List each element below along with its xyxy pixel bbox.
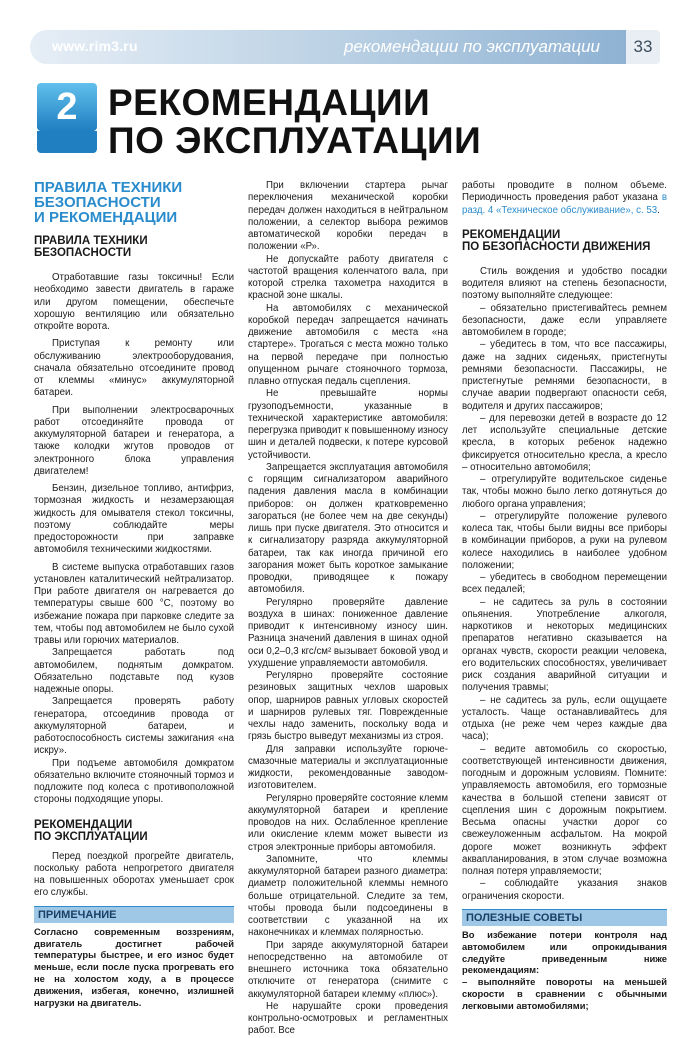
- note-header: ПРИМЕЧАНИЕ: [34, 907, 234, 923]
- list-item: – не садитесь за руль, если ощущаете усталость. Чаще останавливайтесь для отдыха (не реже чем через каждые два часа);: [462, 694, 667, 743]
- paragraph: Бензин, дизельное топливо, антифриз, тормозная жидкость и незамерзающая жидкость для омывателя стекол токсичны, поэтому соблюдайте меры предосторожности при заправке автомобиля техническими жидкостями.: [34, 483, 234, 556]
- subheading-line1: РЕКОМЕНДАЦИИ: [462, 228, 561, 241]
- site-url[interactable]: www.rim3.ru: [52, 38, 138, 54]
- column-1: [34, 180, 234, 1008]
- section-title-line3: И РЕКОМЕНДАЦИИ: [34, 209, 178, 226]
- chapter-number-badge: 2: [37, 83, 97, 131]
- paragraph: На автомобилях с механической коробкой передач запрещается начинать движение автомобиля с места «на стартере». Трогаться с места можно только на первой передаче при полностью опущенном рычаге стояночного тормоза, плавно отпуская педаль сцепления.: [248, 302, 448, 387]
- subheading-line2: ПО БЕЗОПАСНОСТИ ДВИЖЕНИЯ: [462, 240, 651, 253]
- column-3: [462, 180, 667, 1012]
- subheading-driving-safety: [462, 229, 667, 253]
- paragraph: Регулярно проверяйте состояние клемм аккумуляторной батареи и крепление проводов на них. Ослабленное крепление или окисление клемм может вывести из строя электронные приборы автомобиля.: [248, 792, 448, 853]
- paragraph: Запрещается работать под автомобилем, поднятым домкратом. Обязательно подставьте под кузов надежные опоры.: [34, 647, 234, 695]
- chapter-badge-tail: [37, 131, 97, 153]
- paragraph: Регулярно проверяйте давление воздуха в шинах: пониженное давление приводит к интенсивному износу шин. Разница значений давления в шинах одной оси 0,2–0,3 кгс/см² вызывает боковой увод и ухудшение управляемости автомобиля.: [248, 596, 449, 669]
- continued-paragraph: [462, 180, 667, 217]
- paragraph: Не допускайте работу двигателя с частотой вращения коленчатого вала, при которой стрелка тахометра находится в красной зоне шкалы.: [248, 253, 448, 302]
- section-title-line1: ПРАВИЛА ТЕХНИКИ: [34, 179, 183, 196]
- chapter-title: [108, 84, 481, 160]
- paragraph: Не нарушайте сроки проведения контрольно-осмотровых и регламентных работ. Все: [248, 1000, 448, 1037]
- subheading-operation: [34, 819, 234, 843]
- advice-text: Во избежание потери контроля над автомобилем или опрокидывания следуйте приведенным ниже рекомендациям:: [462, 929, 667, 976]
- paragraph: Запомните, что клеммы аккумуляторной батареи разного диаметра: диаметр положительной клеммы немного больше отрицательной. Следите за тем, чтобы провода были подсоединены в соответствии с указанной на их наконечниках и клеммах полярностью.: [248, 853, 448, 939]
- paragraph: Приступая к ремонту или обслуживанию электрооборудования, сначала обязательно отсоедините провод от клеммы «минус» аккумуляторной батареи.: [34, 338, 234, 399]
- paragraph: При включении стартера рычаг переключения механической коробки передач должен находиться в нейтральном положении, а селектор выбора режимов автоматической коробки передач в положении «Р».: [248, 180, 448, 253]
- header-title: рекомендации по эксплуатации: [343, 37, 600, 56]
- paragraph: При заряде аккумуляторной батареи непосредственно на автомобиле от внешнего источника тока обязательно отключите от генератора (снимите с аккумуляторной батареи клемму «плюс»).: [248, 939, 448, 1000]
- list-item: – для перевозки детей в возрасте до 12 лет используйте специальные детские кресла, в которых ребенок надежно фиксируется относительно кресла, а кресло – относительно автомобиля;: [462, 412, 667, 473]
- paragraph: При выполнении электросварочных работ отсоединяйте провода от аккумуляторной батареи и генератора, а также колодки жгутов проводов от электронного блока управления двигателем!: [34, 404, 234, 477]
- paragraph: Стиль вождения и удобство посадки водителя влияют на степень безопасности, поэтому выполняйте следующее:: [462, 265, 667, 302]
- note-box: [34, 906, 234, 1009]
- section-reference-link[interactable]: в разд. 4 «Техническое обслуживание», с. 53: [462, 192, 667, 216]
- subheading-line2: БЕЗОПАСНОСТИ: [34, 247, 132, 259]
- paragraph: Для заправки используйте горюче-смазочные материалы и эксплуатационные жидкости, рекомендованные заводом-изготовителем.: [248, 743, 448, 792]
- list-item: – не садитесь за руль в состоянии опьянения. Употребление алкоголя, наркотиков и некоторых медицинских препаратов негативно сказывается на органах чувств, скорости реакции человека, его водительских способностях, увеличивает риск создания аварийной ситуации и получения травмы;: [462, 596, 667, 694]
- chapter-title-line2: ПО ЭКСПЛУАТАЦИИ: [108, 120, 482, 161]
- subheading-safety-rules: [34, 235, 234, 259]
- subheading-line1: ПРАВИЛА ТЕХНИКИ: [34, 235, 148, 247]
- advice-box: [462, 909, 667, 1012]
- section-title-line2: БЕЗОПАСНОСТИ: [34, 194, 161, 211]
- list-item: – убедитесь в свободном перемещении всех педалей;: [462, 572, 667, 596]
- paragraph: Не превышайте нормы грузоподъемности, указанные в технической характеристике автомобиля: перегрузка приводит к повышенному износу шин и деталей подвески, к потере курсовой устойчивости.: [248, 388, 448, 461]
- list-item: – убедитесь в том, что все пассажиры, даже на задних сиденьях, пристегнуты ремнями безопасности. Пассажиры, не пристегнутые ремнями безопасности, в случае аварии подвергают опасности себя, водителя и других пассажиров;: [462, 339, 667, 412]
- paragraph: При подъеме автомобиля домкратом обязательно включите стояночный тормоз и подложите под колеса с противоположной стороны подходящие упоры.: [34, 757, 234, 806]
- paragraph: Перед поездкой прогрейте двигатель, поскольку работа непрогретого двигателя на повышенных оборотах уменьшает срок его службы.: [34, 850, 234, 899]
- list-item: – обязательно пристегивайтесь ремнем безопасности, даже если управляете автомобилем в городе;: [462, 302, 667, 338]
- note-text: Согласно современным воззрениям, двигатель достигнет рабочей температуры быстрее, и его износ будет меньше, если после пуска прогревать его не на холостом ходу, а в процессе движения, избегая, конечно, излишней нагрузки на двигатель.: [34, 925, 234, 1008]
- list-item: – соблюдайте указания знаков ограничения скорости.: [462, 878, 667, 902]
- chapter-title-line1: РЕКОМЕНДАЦИИ: [108, 82, 431, 123]
- page-number: 33: [626, 30, 660, 64]
- advice-header: ПОЛЕЗНЫЕ СОВЕТЫ: [462, 910, 667, 926]
- list-item: – ведите автомобиль со скоростью, соответствующей интенсивности движения, погодным и дорожным условиям. Помните: управляемость автомобиля, его тормозные качества в большой степени зависят от сцепления шин с дорожным покрытием. Весьма опасны участки дорог со свежеуложенным асфальтом. На мокрой дороге может возникнуть эффект аквапланирования, в этом случае возможна полная потеря управляемости;: [462, 743, 667, 877]
- column-2: [248, 180, 448, 1038]
- section-title: [34, 180, 234, 225]
- advice-text: – выполняйте повороты на меньшей скорости в сравнении с обычными легковыми автомобилями;: [462, 976, 667, 1011]
- continued-text: работы проводите в полном объеме. Периодичность проведения работ указана: [462, 180, 667, 204]
- list-item: – отрегулируйте водительское сиденье так, чтобы можно было легко дотянуться до любого органа управления;: [462, 474, 667, 510]
- continued-end: .: [657, 204, 660, 216]
- paragraph: В системе выпуска отработавших газов установлен каталитический нейтрализатор. При работе двигателя он нагревается до температуры свыше 600 °С, поэтому во избежание пожара при парковке следите за тем, чтобы под автомобилем не было сухой травы или горючих материалов.: [34, 561, 234, 646]
- paragraph: Запрещается проверять работу генератора, отсоединив провода от аккумуляторной батареи, и работоспособность системы зажигания «на искру».: [34, 696, 234, 757]
- subheading-line1: РЕКОМЕНДАЦИИ: [34, 818, 133, 831]
- subheading-line2: ПО ЭКСПЛУАТАЦИИ: [34, 830, 148, 843]
- paragraph: Отработавшие газы токсичны! Если необходимо завести двигатель в гараже или другом помещении, обеспечьте хорошую вентиляцию или обязательно откройте ворота.: [34, 272, 234, 332]
- list-item: – отрегулируйте положение рулевого колеса так, чтобы были видны все приборы в комбинации приборов, а руки на рулевом колесе находились в наиболее удобном положении;: [462, 510, 667, 571]
- paragraph: Регулярно проверяйте состояние резиновых защитных чехлов шаровых опор, шарниров равных угловых скоростей и шарниров рулевых тяг. Поврежденные чехлы надо заменить, поскольку вода и грязь быстро выведут механизмы из строя.: [248, 670, 448, 743]
- paragraph: Запрещается эксплуатация автомобиля с горящим сигнализатором аварийного падения давления масла в комбинации приборов: он должен кратковременно загораться (не более чем на две секунды) лишь при пуске двигателя. Это относится и к сигнализатору разряда аккумуляторной батареи, так как иногда причиной его загорания может быть короткое замыкание проводки, приводящее к пожару автомобиля.: [248, 461, 448, 596]
